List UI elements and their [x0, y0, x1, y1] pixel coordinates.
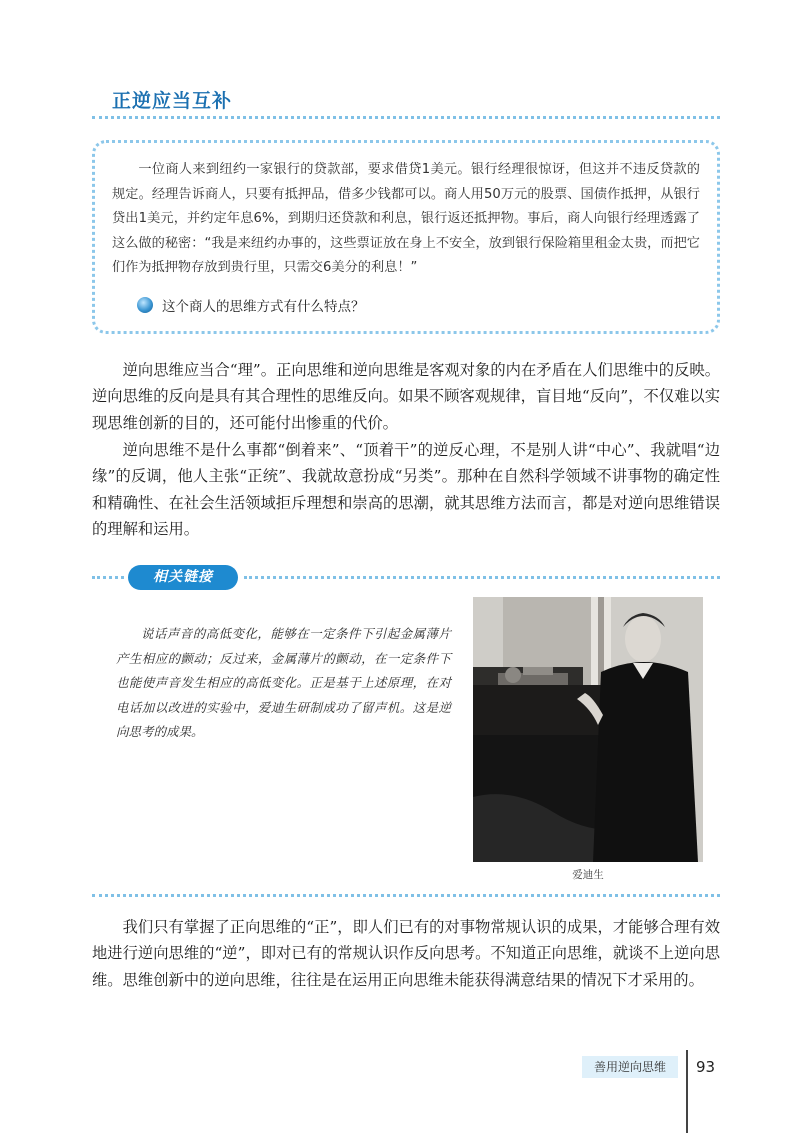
link-divider-left — [92, 576, 124, 579]
related-link-badge: 相关链接 — [128, 565, 238, 590]
footer-vertical-rule — [686, 1050, 688, 1133]
paragraph-1: 逆向思维应当合“理”。正向思维和逆向思维是客观对象的内在矛盾在人们思维中的反映。逆向思维的反向是具有其合理性的思维反向。如果不顾客观规律，盲目地“反向”，不仅难以实现思维创新的目的，还可能付出惨重的代价。 — [92, 361, 720, 432]
section-title: 正逆应当互补 — [112, 90, 233, 112]
link-section-bottom-divider — [92, 894, 720, 897]
link-divider-right — [244, 576, 720, 579]
title-divider — [92, 116, 720, 119]
case-study-text: 一位商人来到纽约一家银行的贷款部，要求借贷1美元。银行经理很惊讶，但这并不违反贷款的规定。经理告诉商人，只要有抵押品，借多少钱都可以。商人用50万元的股票、国债作抵押，从银行贷出1美元，并约定年息6%，到期归还贷款和利息，银行返还抵押物。事后，商人向银行经理透露了这么做的秘密：“我是来纽约办事的，这些票证放在身上不安全，放到银行保险箱里租金太贵，而把它们作为抵押物存放到贵行里，只需交6美分的利息！” — [112, 162, 700, 275]
paragraph-3: 我们只有掌握了正向思维的“正”，即人们已有的对事物常规认识的成果，才能够合理有效地进行逆向思维的“逆”，即对已有的常规认识作反向思考。不知道正向思维，就谈不上逆向思维。思维创新中的逆向思维，往往是在运用正向思维未能获得满意结果的情况下才采用的。 — [92, 918, 720, 989]
case-question: 这个商人的思维方式有什么特点？ — [162, 299, 365, 315]
paragraph-2: 逆向思维不是什么事都“倒着来”、“顶着干”的逆反心理，不是别人讲“中心”、我就唱“边缘”的反调，他人主张“正统”、我就故意扮成“另类”。那种在自然科学领域不讲事物的确定性和精确性、在社会生活领域拒斥理想和崇高的思潮，就其思维方法而言，都是对逆向思维错误的理解和运用。 — [92, 441, 720, 539]
photo-caption: 爱迪生 — [572, 869, 604, 881]
page-number: 93 — [696, 1058, 716, 1076]
chapter-label: 善用逆向思维 — [582, 1056, 678, 1078]
edison-photo — [473, 597, 703, 862]
related-link-text: 说话声音的高低变化，能够在一定条件下引起金属薄片产生相应的颤动；反过来，金属薄片的颤动，在一定条件下也能使声音发生相应的高低变化。正是基于上述原理，在对电话加以改进的实验中，爱迪生研制成功了留声机。这是逆向思考的成果。 — [116, 626, 451, 739]
edison-photo-illustration — [473, 597, 703, 862]
question-bullet-icon — [137, 297, 153, 313]
